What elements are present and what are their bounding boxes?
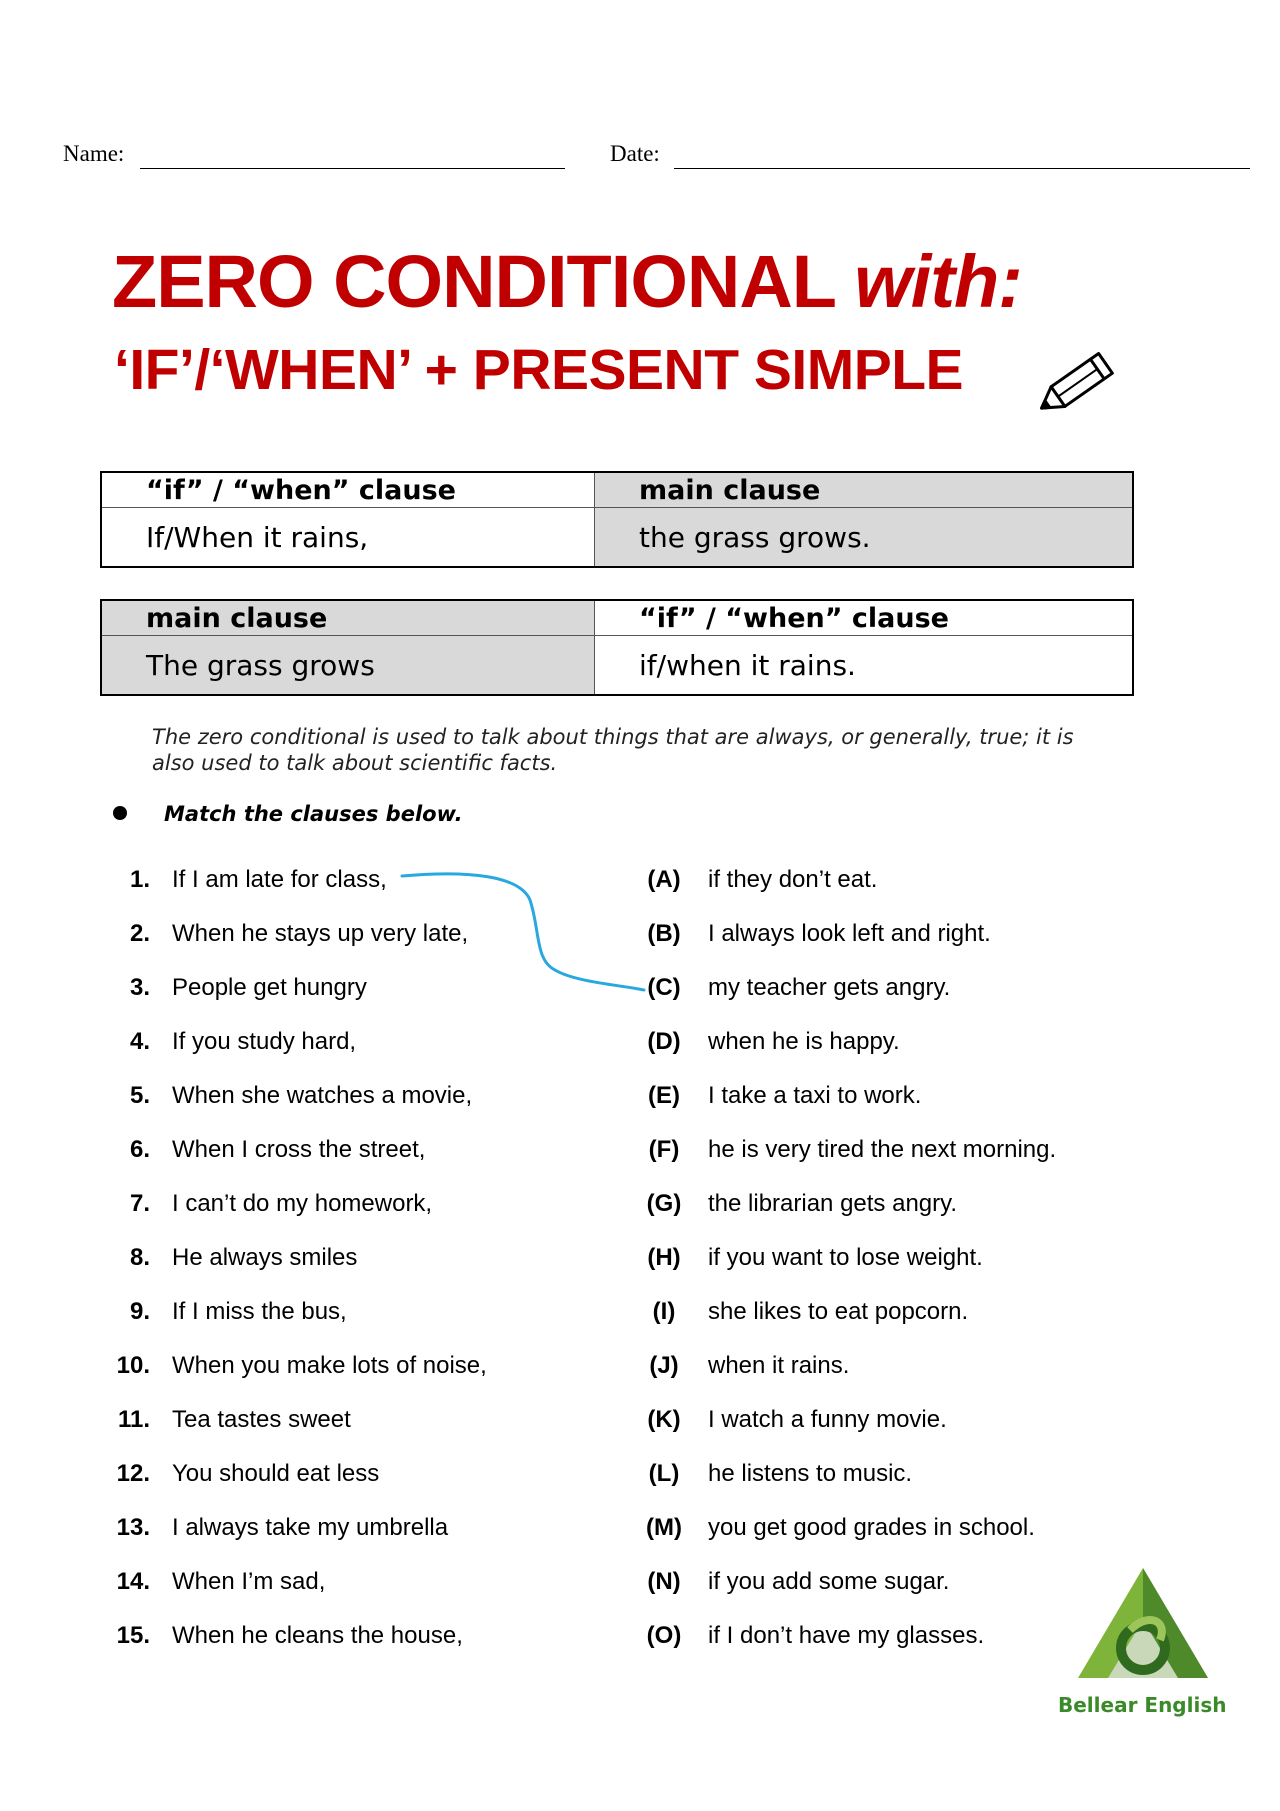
bullet-icon — [113, 806, 127, 820]
title-italic: with: — [854, 240, 1022, 323]
page-title — [112, 240, 1022, 323]
table-cell: if/when it rains. — [595, 636, 1134, 696]
table-cell: If/When it rains, — [101, 508, 595, 568]
explanation-note: The zero conditional is used to talk about things that are always, or generally, true; it is also used to talk about scientific facts. — [152, 725, 1074, 775]
table-header: main clause — [595, 472, 1134, 508]
table-header: “if” / “when” clause — [595, 600, 1134, 636]
brand-logo-icon — [1068, 1560, 1218, 1690]
pencil-icon — [1030, 348, 1122, 420]
page-subtitle: ‘IF’/‘WHEN’ + PRESENT SIMPLE — [114, 338, 964, 402]
clause-table-main-first — [100, 599, 1134, 696]
table-header: main clause — [101, 600, 595, 636]
table-header: “if” / “when” clause — [101, 472, 595, 508]
title-main: ZERO CONDITIONAL — [112, 240, 835, 323]
name-label: Name: — [63, 141, 125, 166]
name-field[interactable] — [140, 168, 565, 169]
date-field[interactable] — [674, 168, 1250, 169]
table-cell: The grass grows — [101, 636, 595, 696]
clause-table-if-first — [100, 471, 1134, 568]
instruction: Match the clauses below. — [164, 802, 463, 826]
table-cell: the grass grows. — [595, 508, 1134, 568]
date-label: Date: — [610, 141, 660, 166]
brand-name: Bellear English — [1058, 1693, 1227, 1717]
